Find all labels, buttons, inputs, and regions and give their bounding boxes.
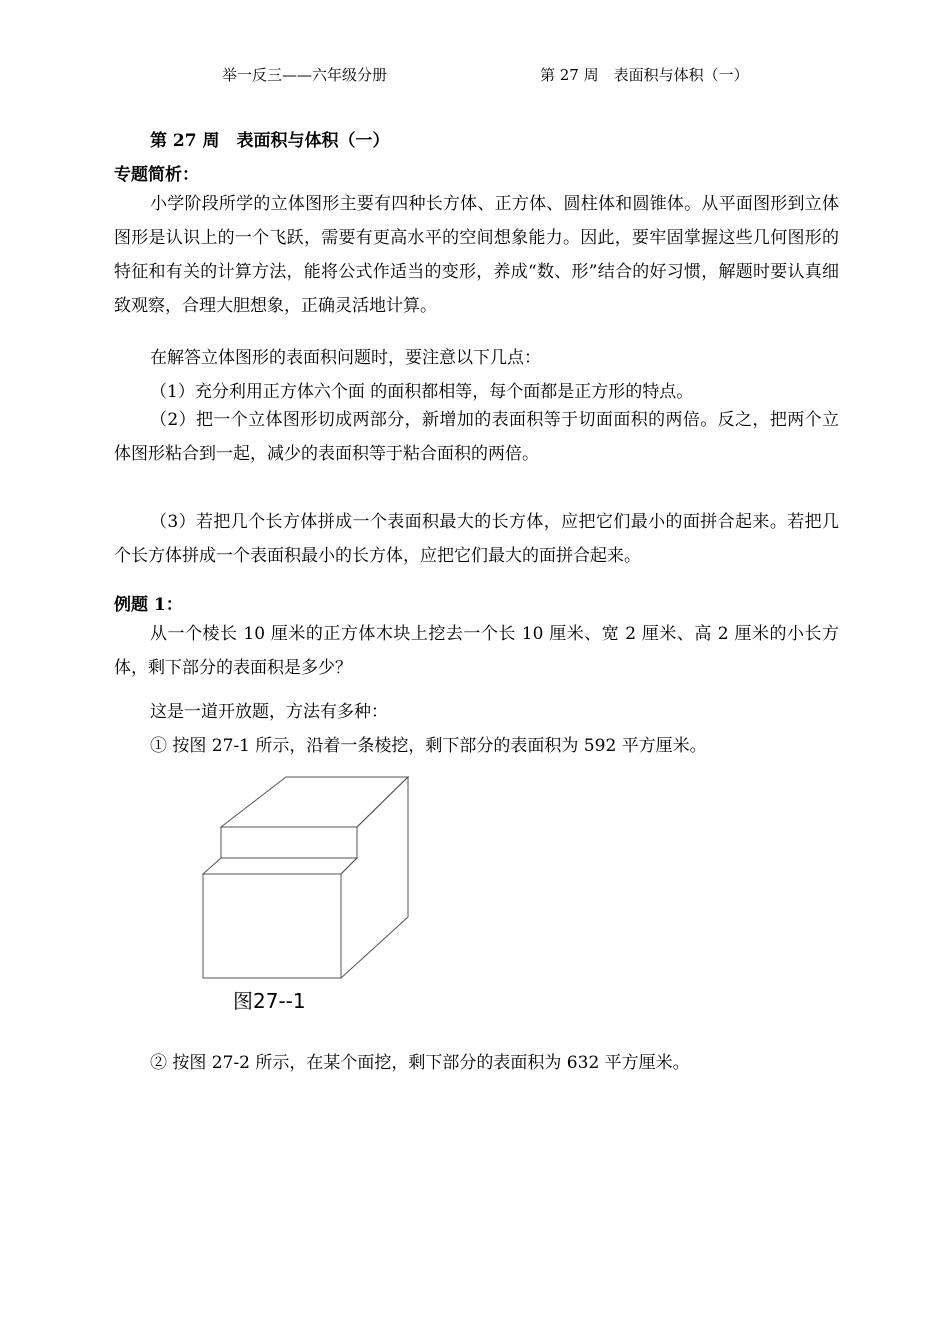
example1-note: 这是一道开放题，方法有多种： xyxy=(150,702,388,722)
intro-paragraph-2: 在解答立体图形的表面积问题时，要注意以下几点： xyxy=(150,348,541,368)
page-title: 第 27 周 表面积与体积（一） xyxy=(150,131,390,151)
figure-label: 图27--1 xyxy=(233,989,306,1013)
header-right: 第 27 周 表面积与体积（一） xyxy=(540,66,749,84)
figure-top-face xyxy=(221,777,408,827)
example1-problem: 从一个棱长 10 厘米的正方体木块上挖去一个长 10 厘米、宽 2 厘米、高 2 厘米的小长方体，剩下部分的表面积是多少？ xyxy=(114,624,839,678)
intro-point-3: （3）若把几个长方体拼成一个表面积最大的长方体，应把它们最小的面拼合起来。若把几个长方体拼成一个表面积最小的长方体，应把它们最大的面拼合起来。 xyxy=(114,512,839,566)
intro-point-1: （1）充分利用正方体六个面 的面积都相等，每个面都是正方形的特点。 xyxy=(150,382,694,402)
figure-right-face xyxy=(341,777,408,978)
intro-paragraph-1: 小学阶段所学的立体图形主要有四种长方体、正方体、圆柱体和圆锥体。从平面图形到立体图形是认识上的一个飞跃，需要有更高水平的空间想象能力。因此，要牢固掌握这些几何图形的特征和有关的计算方法，能将公式作适当的变形，养成“数、形”结合的好习惯，解题时要认真细致观察，合理大胆想象，正确灵活地计算。 xyxy=(114,194,839,316)
example1-method-1: ① 按图 27-1 所示，沿着一条棱挖，剩下部分的表面积为 592 平方厘米。 xyxy=(150,736,707,756)
figure-lower-front xyxy=(203,874,341,978)
example1-heading: 例题 1： xyxy=(114,595,183,615)
figure-upper-front xyxy=(221,827,357,858)
example1-method-2: ② 按图 27-2 所示，在某个面挖，剩下部分的表面积为 632 平方厘米。 xyxy=(150,1053,690,1073)
intro-heading: 专题简析： xyxy=(114,165,199,185)
figure-step-ledge xyxy=(203,858,357,874)
intro-point-2: （2）把一个立体图形切成两部分，新增加的表面积等于切面面积的两倍。反之，把两个立体图形粘合到一起，减少的表面积等于粘合面积的两倍。 xyxy=(114,410,839,464)
header-left: 举一反三——六年级分册 xyxy=(222,66,388,84)
figure-27-1 xyxy=(195,770,425,1020)
